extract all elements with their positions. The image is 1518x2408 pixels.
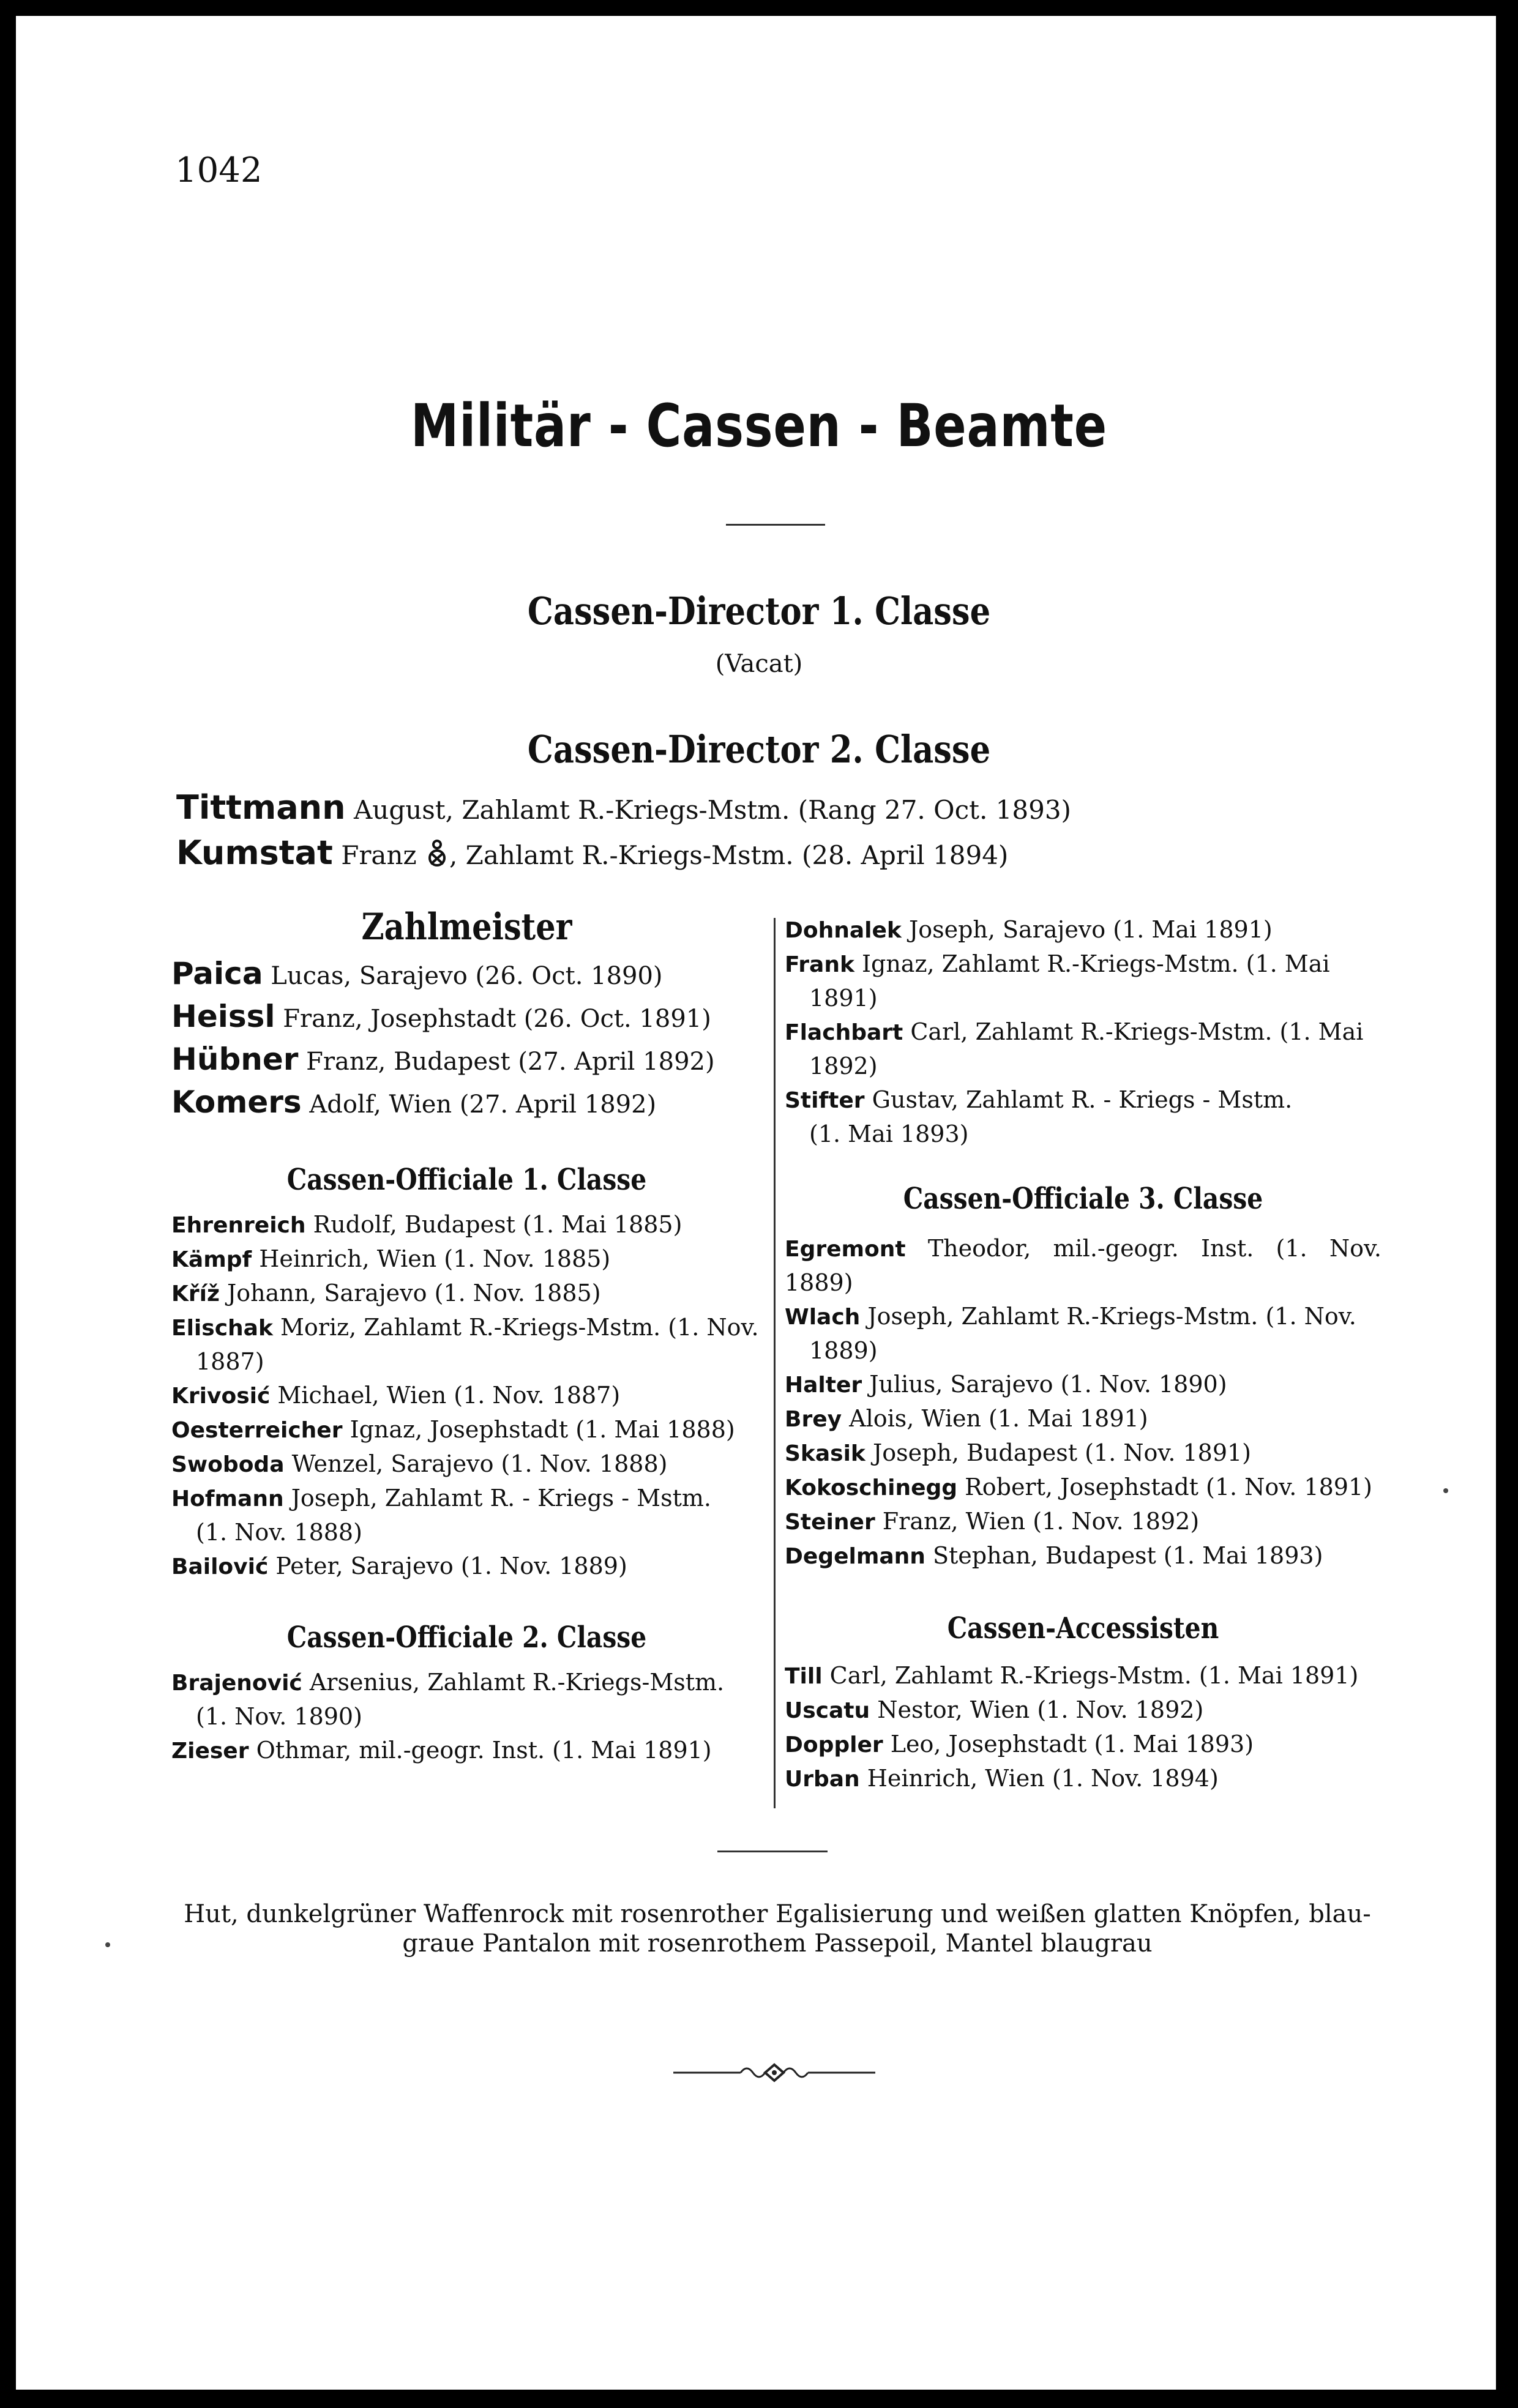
entry-name: Ehrenreich — [171, 1213, 306, 1238]
entry-text: Julius, Sarajevo (1. Nov. 1890) — [869, 1371, 1227, 1398]
officiale-entry — [785, 1539, 1382, 1573]
entry-name: Elischak — [171, 1316, 273, 1341]
entry-text: Robert, Josephstadt (1. Nov. 1891) — [965, 1474, 1372, 1500]
entry-text: Heinrich, Wien (1. Nov. 1894) — [867, 1765, 1219, 1792]
heading-zahlmeister: Zahlmeister — [361, 906, 572, 949]
column-divider — [774, 918, 776, 1808]
entry-name: Kokoschinegg — [785, 1475, 958, 1500]
entry-text: Joseph, Zahlamt R. - Kriegs - Mstm. — [291, 1485, 711, 1512]
entry-text: Carl, Zahlamt R.-Kriegs-Mstm. (1. Mai — [910, 1018, 1364, 1045]
officiale-entry — [171, 1482, 762, 1549]
entry-name: Degelmann — [785, 1544, 925, 1569]
entry-text: Joseph, Budapest (1. Nov. 1891) — [872, 1439, 1252, 1466]
heading-officiale-3: Cassen-Officiale 3. Classe — [903, 1182, 1263, 1216]
entry-name: Heissl — [171, 999, 275, 1034]
entry-name: Kämpf — [171, 1247, 252, 1272]
accessist-entry — [785, 1693, 1382, 1728]
entry-name: Stifter — [785, 1088, 865, 1113]
entry-text: Johann, Sarajevo (1. Nov. 1885) — [227, 1280, 601, 1307]
zahlmeister-entry — [785, 1015, 1382, 1083]
entry-text: Othmar, mil.-geogr. Inst. (1. Mai 1891) — [256, 1737, 712, 1764]
accessist-entry — [785, 1762, 1382, 1796]
entry-continuation: 1887) — [196, 1348, 264, 1375]
page-title: Militär - Cassen - Beamte — [411, 392, 1107, 460]
entry-continuation: (1. Mai 1893) — [809, 1120, 969, 1147]
entry-name: Komers — [171, 1084, 302, 1120]
uniform-line-1: Hut, dunkelgrüner Waffenrock mit rosenrother Egalisierung und weißen glatten Knöpfen, blau- — [184, 1900, 1371, 1928]
title-divider — [726, 524, 825, 526]
entry-name: Brajenović — [171, 1671, 302, 1696]
director-entry — [176, 833, 1008, 872]
entry-name: Hübner — [171, 1042, 299, 1077]
heading-accessisten: Cassen-Accessisten — [947, 1611, 1219, 1646]
page-number: 1042 — [175, 151, 263, 190]
entry-text: Nestor, Wien (1. Nov. 1892) — [877, 1696, 1204, 1723]
officiale-entry — [785, 1368, 1382, 1402]
entry-text: Leo, Josephstadt (1. Mai 1893) — [890, 1731, 1254, 1758]
entry-text: Heinrich, Wien (1. Nov. 1885) — [259, 1245, 611, 1272]
entry-name: Brey — [785, 1407, 842, 1432]
heading-director-1: Cassen-Director 1. Classe — [527, 589, 991, 633]
entry-text: Alois, Wien (1. Mai 1891) — [849, 1405, 1148, 1432]
entry-text: Michael, Wien (1. Nov. 1887) — [277, 1382, 621, 1409]
entry-name: Frank — [785, 952, 854, 977]
heading-officiale-1: Cassen-Officiale 1. Classe — [286, 1163, 647, 1197]
entry-continuation: 1889) — [809, 1337, 878, 1364]
zahlmeister-entry — [171, 1084, 762, 1120]
scan-border-top — [0, 0, 1518, 16]
entry-text: Gustav, Zahlamt R. - Kriegs - Mstm. — [872, 1086, 1293, 1113]
entry-continuation: 1892) — [809, 1053, 878, 1079]
entry-text: Peter, Sarajevo (1. Nov. 1889) — [275, 1553, 627, 1579]
vacat-note: (Vacat) — [715, 650, 803, 678]
officiale-entry — [171, 1242, 762, 1277]
officiale-entry — [171, 1666, 762, 1734]
officiale-entry — [785, 1471, 1382, 1505]
entry-name: Doppler — [785, 1732, 883, 1758]
officiale-entry — [171, 1447, 762, 1482]
entry-name: Till — [785, 1664, 823, 1689]
heading-officiale-2: Cassen-Officiale 2. Classe — [286, 1620, 647, 1655]
entry-text: Rudolf, Budapest (1. Mai 1885) — [313, 1211, 682, 1238]
entry-text: , Zahlamt R.-Kriegs-Mstm. (28. April 1894) — [449, 840, 1009, 870]
entry-name: Dohnalek — [785, 918, 902, 943]
officiale-entry — [171, 1311, 762, 1379]
entry-name: Steiner — [785, 1510, 875, 1535]
officiale-entry — [171, 1208, 762, 1242]
entry-name: Swoboda — [171, 1452, 285, 1477]
entry-continuation: (1. Nov. 1888) — [196, 1519, 362, 1546]
scan-border-right — [1496, 0, 1518, 2408]
entry-name: Kumstat — [176, 833, 333, 872]
entry-name: Paica — [171, 956, 263, 991]
director-entry — [176, 788, 1071, 827]
zahlmeister-entry — [785, 947, 1382, 1015]
entry-name: Oesterreicher — [171, 1418, 343, 1443]
zahlmeister-entry — [785, 1083, 1382, 1151]
entry-name: Krivosić — [171, 1384, 271, 1409]
entry-text: Ignaz, Zahlamt R.-Kriegs-Mstm. (1. Mai — [862, 950, 1330, 977]
zahlmeister-entry — [785, 913, 1382, 947]
uniform-description — [171, 1899, 1383, 1958]
scan-speck — [105, 1942, 110, 1947]
entry-text: Lucas, Sarajevo (26. Oct. 1890) — [271, 962, 663, 990]
entry-name: Wlach — [785, 1305, 861, 1330]
entry-continuation: (1. Nov. 1890) — [196, 1703, 362, 1730]
accessist-entry — [785, 1728, 1382, 1762]
scan-border-left — [0, 0, 16, 2408]
right-column — [785, 913, 1382, 1796]
officiale-entry — [785, 1232, 1382, 1300]
entry-text: Arsenius, Zahlamt R.-Kriegs-Mstm. — [309, 1669, 725, 1696]
entry-name: Tittmann — [176, 788, 346, 827]
section-divider — [717, 1851, 828, 1852]
scan-speck — [1443, 1488, 1448, 1493]
uniform-line-2: graue Pantalon mit rosenrothem Passepoil, Mantel blaugrau — [402, 1929, 1153, 1958]
entry-text: Joseph, Sarajevo (1. Mai 1891) — [908, 916, 1273, 943]
decoration-icon — [425, 838, 449, 870]
officiale-entry — [785, 1402, 1382, 1436]
officiale-entry — [171, 1734, 762, 1768]
scan-border-bottom — [0, 2390, 1518, 2408]
entry-name: Urban — [785, 1767, 860, 1792]
entry-text: Theodor, mil.-geogr. Inst. (1. Nov. 1889) — [785, 1235, 1382, 1296]
officiale-entry — [171, 1413, 762, 1447]
heading-director-2: Cassen-Director 2. Classe — [527, 727, 991, 772]
entry-text: Wenzel, Sarajevo (1. Nov. 1888) — [291, 1450, 668, 1477]
entry-continuation: 1891) — [809, 985, 878, 1012]
officiale-entry — [171, 1549, 762, 1584]
entry-name: Skasik — [785, 1441, 866, 1466]
zahlmeister-entry — [171, 956, 762, 991]
entry-text: Ignaz, Josephstadt (1. Mai 1888) — [350, 1416, 735, 1443]
entry-name: Kříž — [171, 1281, 220, 1307]
entry-text: Joseph, Zahlamt R.-Kriegs-Mstm. (1. Nov. — [867, 1303, 1356, 1330]
entry-text: Franz, Wien (1. Nov. 1892) — [882, 1508, 1200, 1535]
entry-text: Franz, Budapest (27. April 1892) — [306, 1048, 715, 1076]
entry-name: Egremont — [785, 1237, 906, 1262]
entry-text: Franz, Josephstadt (26. Oct. 1891) — [283, 1005, 711, 1033]
entry-name: Zieser — [171, 1739, 249, 1764]
officiale-entry — [785, 1505, 1382, 1539]
entry-text: Adolf, Wien (27. April 1892) — [309, 1090, 657, 1119]
officiale-entry — [171, 1379, 762, 1413]
entry-text: Moriz, Zahlamt R.-Kriegs-Mstm. (1. Nov. — [280, 1314, 759, 1341]
zahlmeister-entry — [171, 1042, 762, 1077]
entry-name: Flachbart — [785, 1020, 903, 1045]
accessist-entry — [785, 1659, 1382, 1693]
entry-text: Stephan, Budapest (1. Mai 1893) — [932, 1542, 1323, 1569]
entry-name: Uscatu — [785, 1698, 870, 1723]
entry-name: Bailović — [171, 1554, 269, 1579]
left-column — [171, 906, 762, 1768]
entry-name: Hofmann — [171, 1486, 284, 1512]
officiale-entry — [785, 1300, 1382, 1368]
zahlmeister-entry — [171, 999, 762, 1034]
entry-prefix: Franz — [341, 840, 417, 870]
entry-text: Carl, Zahlamt R.-Kriegs-Mstm. (1. Mai 1891) — [829, 1662, 1359, 1689]
officiale-entry — [171, 1277, 762, 1311]
ornament-icon — [673, 2057, 875, 2088]
entry-text: August, Zahlamt R.-Kriegs-Mstm. (Rang 27. Oct. 1893) — [353, 795, 1071, 825]
officiale-entry — [785, 1436, 1382, 1471]
entry-name: Halter — [785, 1373, 862, 1398]
